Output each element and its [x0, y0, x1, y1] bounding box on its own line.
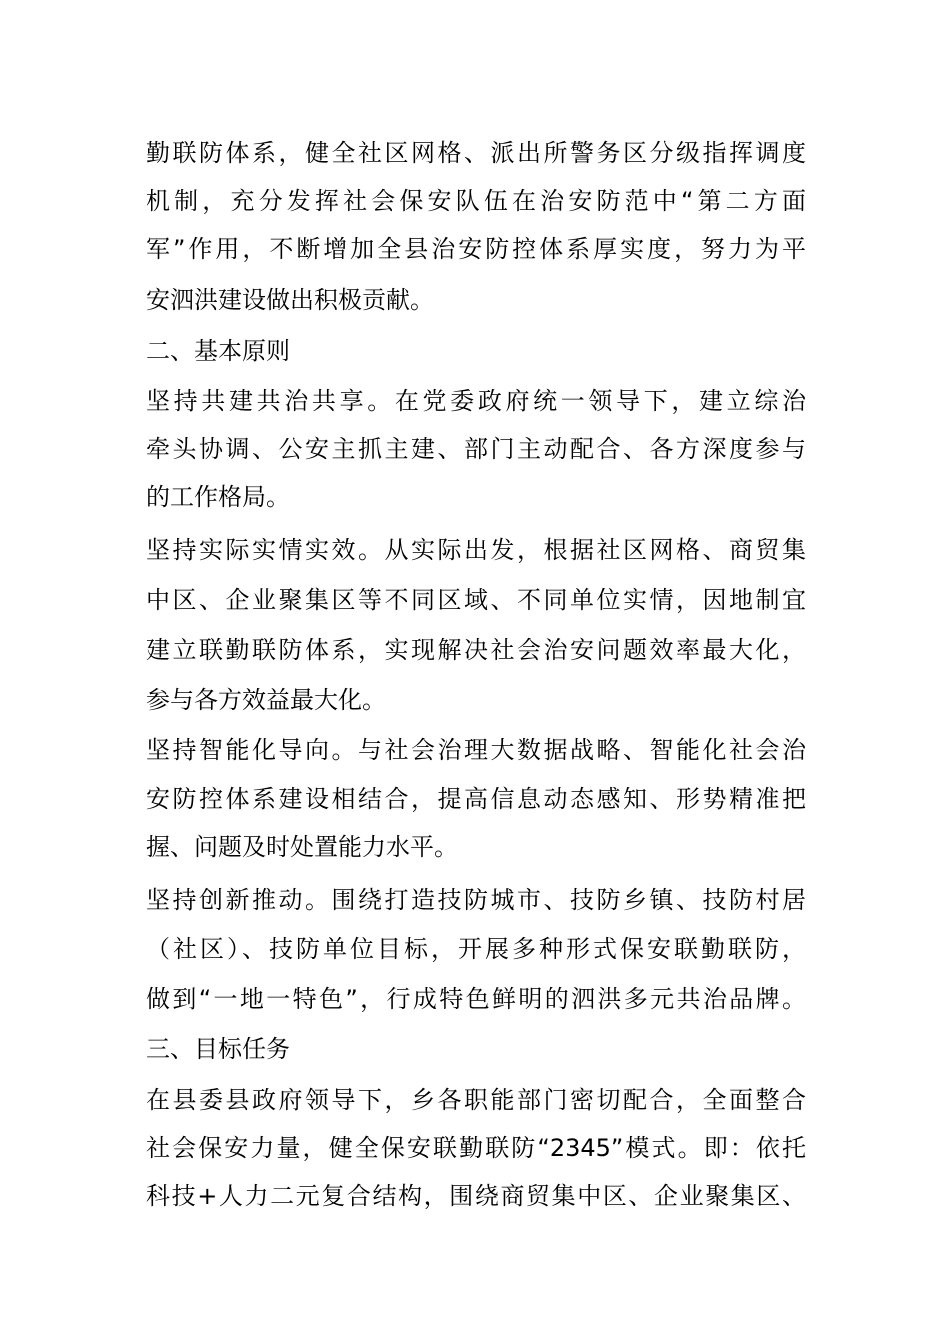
- text-line-3: 军”作用，不断增加全县治安防控体系厚实度，努力为平: [146, 235, 806, 263]
- text-line-18: 做到“一地一特色”，行成特色鲜明的泗洪多元共治品牌。: [146, 985, 806, 1013]
- text-line-20: 在县委县政府领导下，乡各职能部门密切配合，全面整合: [146, 1086, 806, 1114]
- text-line-10: 中区、企业聚集区等不同区域、不同单位实情，因地制宜: [146, 586, 806, 614]
- text-line-8: 的工作格局。: [146, 483, 290, 511]
- text-line-15: 握、问题及时处置能力水平。: [146, 833, 458, 861]
- text-line-21: 社会保安力量，健全保安联勤联防“2345”模式。即：依托: [146, 1134, 806, 1162]
- text-line-17: （社区）、技防单位目标，开展多种形式保安联勤联防，: [146, 935, 806, 963]
- section-heading-principles: 二、基本原则: [146, 337, 290, 365]
- text-line-4: 安泗洪建设做出积极贡献。: [146, 286, 434, 314]
- text-line-1: 勤联防体系，健全社区网格、派出所警务区分级指挥调度: [146, 139, 806, 167]
- text-line-14: 安防控体系建设相结合，提高信息动态感知、形势精准把: [146, 785, 806, 813]
- text-line-6: 坚持共建共治共享。在党委政府统一领导下，建立综治: [146, 387, 806, 415]
- text-line-22: 科技+人力二元复合结构，围绕商贸集中区、企业聚集区、: [146, 1182, 806, 1210]
- text-line-11: 建立联勤联防体系，实现解决社会治安问题效率最大化，: [146, 636, 806, 664]
- text-line-9: 坚持实际实情实效。从实际出发，根据社区网格、商贸集: [146, 536, 806, 564]
- text-line-7: 牵头协调、公安主抓主建、部门主动配合、各方深度参与: [146, 435, 806, 463]
- section-heading-goals: 三、目标任务: [146, 1035, 290, 1063]
- text-line-12: 参与各方效益最大化。: [146, 686, 386, 714]
- text-line-2: 机制，充分发挥社会保安队伍在治安防范中“第二方面: [146, 187, 806, 215]
- text-line-16: 坚持创新推动。围绕打造技防城市、技防乡镇、技防村居: [146, 886, 806, 914]
- text-line-13: 坚持智能化导向。与社会治理大数据战略、智能化社会治: [146, 736, 806, 764]
